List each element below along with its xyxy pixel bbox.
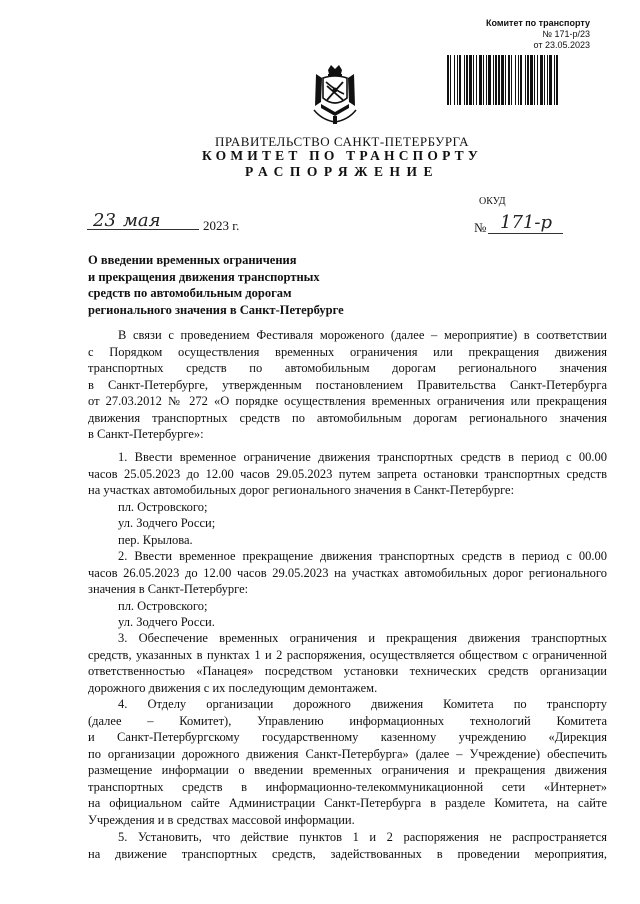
paragraph-5 [88, 829, 607, 862]
text-line: 1. Ввести временное ограничение движения транспортных средств в период с 00.00 [118, 450, 607, 464]
text-line: на движение транспортных средств, задействованных в проведении мероприятия, [88, 846, 607, 861]
text-line: 4. Отделу организации дорожного движения Комитета по транспорту [118, 697, 607, 711]
text-line: с Порядком осуществления временных ограничения или прекращения движения [88, 344, 607, 359]
list-item: ул. Зодчего Росси. [118, 615, 215, 629]
text-line: движения транспортных средств по автомобильным дорогам регионального значения [88, 410, 607, 425]
paragraph-2 [88, 548, 607, 631]
text-line: часов 26.05.2023 до 12.00 часов 29.05.2023 на участках автомобильных дорог регионального [88, 565, 607, 580]
title-line: и прекращения движения транспортных [88, 269, 320, 284]
text-line: дорожного движения с их последующим демонтажем. [88, 680, 378, 695]
text-line: ответственностью «Панацея» посредством установки технических средств организации [88, 664, 607, 678]
text-line: 3. Обеспечение временных ограничения и прекращения движения транспортных [118, 631, 607, 645]
text-line: транспортных средств по автомобильным дорогам регионального значения [88, 361, 607, 375]
list-item: пл. Островского; [118, 499, 208, 514]
text-line: 5. Установить, что действие пунктов 1 и 2 распоряжения не распространяется [118, 830, 607, 844]
registration-date: от 23.05.2023 [533, 40, 590, 50]
date-underline [87, 229, 199, 230]
text-line: значения в Санкт-Петербурге: [88, 582, 249, 596]
registration-line: Комитет по транспорту [485, 18, 590, 28]
text-line: в Санкт-Петербурге»: [88, 427, 204, 441]
text-line: транспортных средств в информационно-телекоммуникационной сети «Интернет» [88, 779, 607, 794]
document-title [88, 252, 388, 318]
barcode [447, 55, 559, 105]
text-line: и Санкт-Петербургскому государственному казенному учреждению «Дирекция [88, 730, 607, 744]
title-line: средств по автомобильным дорогам [88, 286, 292, 300]
date-day: 23 [93, 210, 116, 231]
paragraph-4 [88, 696, 607, 828]
number-underline [488, 233, 563, 234]
paragraph-3 [88, 630, 607, 696]
date-month: мая [123, 210, 161, 231]
text-line: в Санкт-Петербурге, утвержденным постановлением Правительства Санкт-Петербурга [88, 377, 607, 392]
list-item: пер. Крылова. [118, 532, 193, 547]
registration-stamp [430, 18, 590, 51]
text-line: на участках автомобильных дорог регионального значения в Санкт-Петербурге: [88, 483, 515, 497]
text-line: средств, указанных в пунктах 1 и 2 распоряжения, осуществляется обществом с ограниченной [88, 647, 607, 662]
registration-number: № 171-р/23 [542, 29, 590, 39]
government-name: ПРАВИТЕЛЬСТВО САНКТ-ПЕТЕРБУРГА [214, 134, 470, 149]
document-number: 171-р [500, 212, 552, 233]
title-line: О введении временных ограничения [88, 253, 297, 267]
committee-name: КОМИТЕТ ПО ТРАНСПОРТУ [201, 148, 482, 163]
number-sign: № [474, 220, 487, 235]
document-type: РАСПОРЯЖЕНИЕ [244, 164, 440, 179]
list-item: ул. Зодчего Росси; [118, 516, 216, 530]
text-line: размещение информации о введении временных ограничения и прекращения движения [88, 763, 607, 777]
okud-label: ОКУД [479, 196, 506, 207]
text-line: по организации дорожного движения Санкт-Петербурга» (далее – Учреждение) обеспечить [88, 746, 607, 761]
coat-of-arms-emblem [312, 64, 358, 126]
text-line: на официальном сайте Администрации Санкт-Петербурга в разделе Комитета, на сайте [88, 796, 607, 810]
text-line: от 27.03.2012 № 272 «О порядке осуществления временных ограничения или прекращения [88, 394, 607, 408]
list-item: пл. Островского; [118, 598, 208, 613]
text-line: 2. Ввести временное прекращение движения транспортных средств в период с 00.00 [118, 549, 607, 563]
paragraph-1 [88, 449, 607, 548]
text-line: (далее – Комитет), Управлению информационных технологий Комитета [88, 713, 607, 728]
text-line: В связи с проведением Фестиваля мороженого (далее – мероприятие) в соответствии [118, 328, 607, 342]
text-line: часов 25.05.2023 до 12.00 часов 29.05.2023 путем запрета остановки транспортных средств [88, 466, 607, 481]
title-line: регионального значения в Санкт-Петербурге [88, 302, 344, 317]
preamble [88, 327, 607, 443]
text-line: Учреждения и в средствах массовой информации. [88, 812, 355, 827]
date-year: 2023 г. [203, 218, 240, 233]
